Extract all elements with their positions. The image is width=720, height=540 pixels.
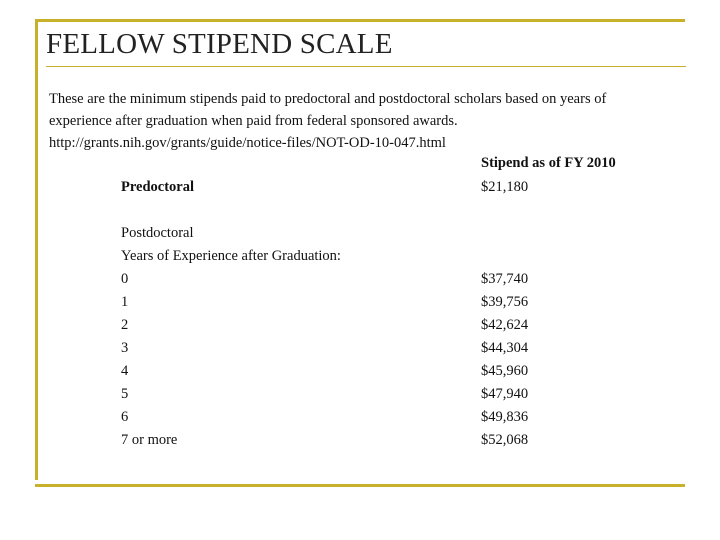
intro-text [49, 88, 679, 154]
stipend-cell: $44,304 [481, 340, 529, 356]
years-cell: 4 [121, 363, 129, 379]
stipend-column-header: Stipend as of FY 2010 [481, 155, 616, 171]
years-cell: 7 or more [121, 432, 178, 448]
slide-title: FELLOW STIPEND SCALE [46, 28, 393, 60]
predoctoral-value: $21,180 [481, 179, 529, 195]
stipend-cell: $47,940 [481, 386, 529, 402]
intro-line-2: experience after graduation when paid from federal sponsored awards. [49, 113, 458, 129]
frame-top-border [35, 19, 685, 22]
stipend-cell: $37,740 [481, 271, 529, 287]
years-cell: 2 [121, 317, 129, 333]
years-cell: 3 [121, 340, 129, 356]
table-row [0, 267, 720, 291]
predoctoral-label: Predoctoral [121, 179, 195, 195]
intro-line-1: These are the minimum stipends paid to predoctoral and postdoctoral scholars based on years of [49, 91, 607, 107]
table-header-row [0, 151, 720, 175]
table-row [0, 313, 720, 337]
postdoctoral-heading-row [0, 221, 720, 245]
title-divider [46, 66, 686, 67]
table-row [0, 382, 720, 406]
stipend-cell: $49,836 [481, 409, 529, 425]
years-cell: 0 [121, 271, 129, 287]
intro-url: http://grants.nih.gov/grants/guide/notice-files/NOT-OD-10-047.html [49, 135, 446, 151]
stipend-cell: $39,756 [481, 294, 529, 310]
years-cell: 6 [121, 409, 129, 425]
stipend-cell: $42,624 [481, 317, 529, 333]
postdoctoral-subheading: Years of Experience after Graduation: [121, 248, 341, 264]
stipend-cell: $52,068 [481, 432, 529, 448]
table-row [0, 336, 720, 360]
table-row [0, 405, 720, 429]
table-row [0, 428, 720, 452]
predoctoral-row [0, 175, 720, 199]
postdoctoral-subheading-row [0, 244, 720, 268]
table-row [0, 359, 720, 383]
stipend-cell: $45,960 [481, 363, 529, 379]
years-cell: 5 [121, 386, 129, 402]
postdoctoral-label: Postdoctoral [121, 225, 194, 241]
frame-bottom-border [35, 484, 685, 487]
table-row [0, 290, 720, 314]
years-cell: 1 [121, 294, 129, 310]
